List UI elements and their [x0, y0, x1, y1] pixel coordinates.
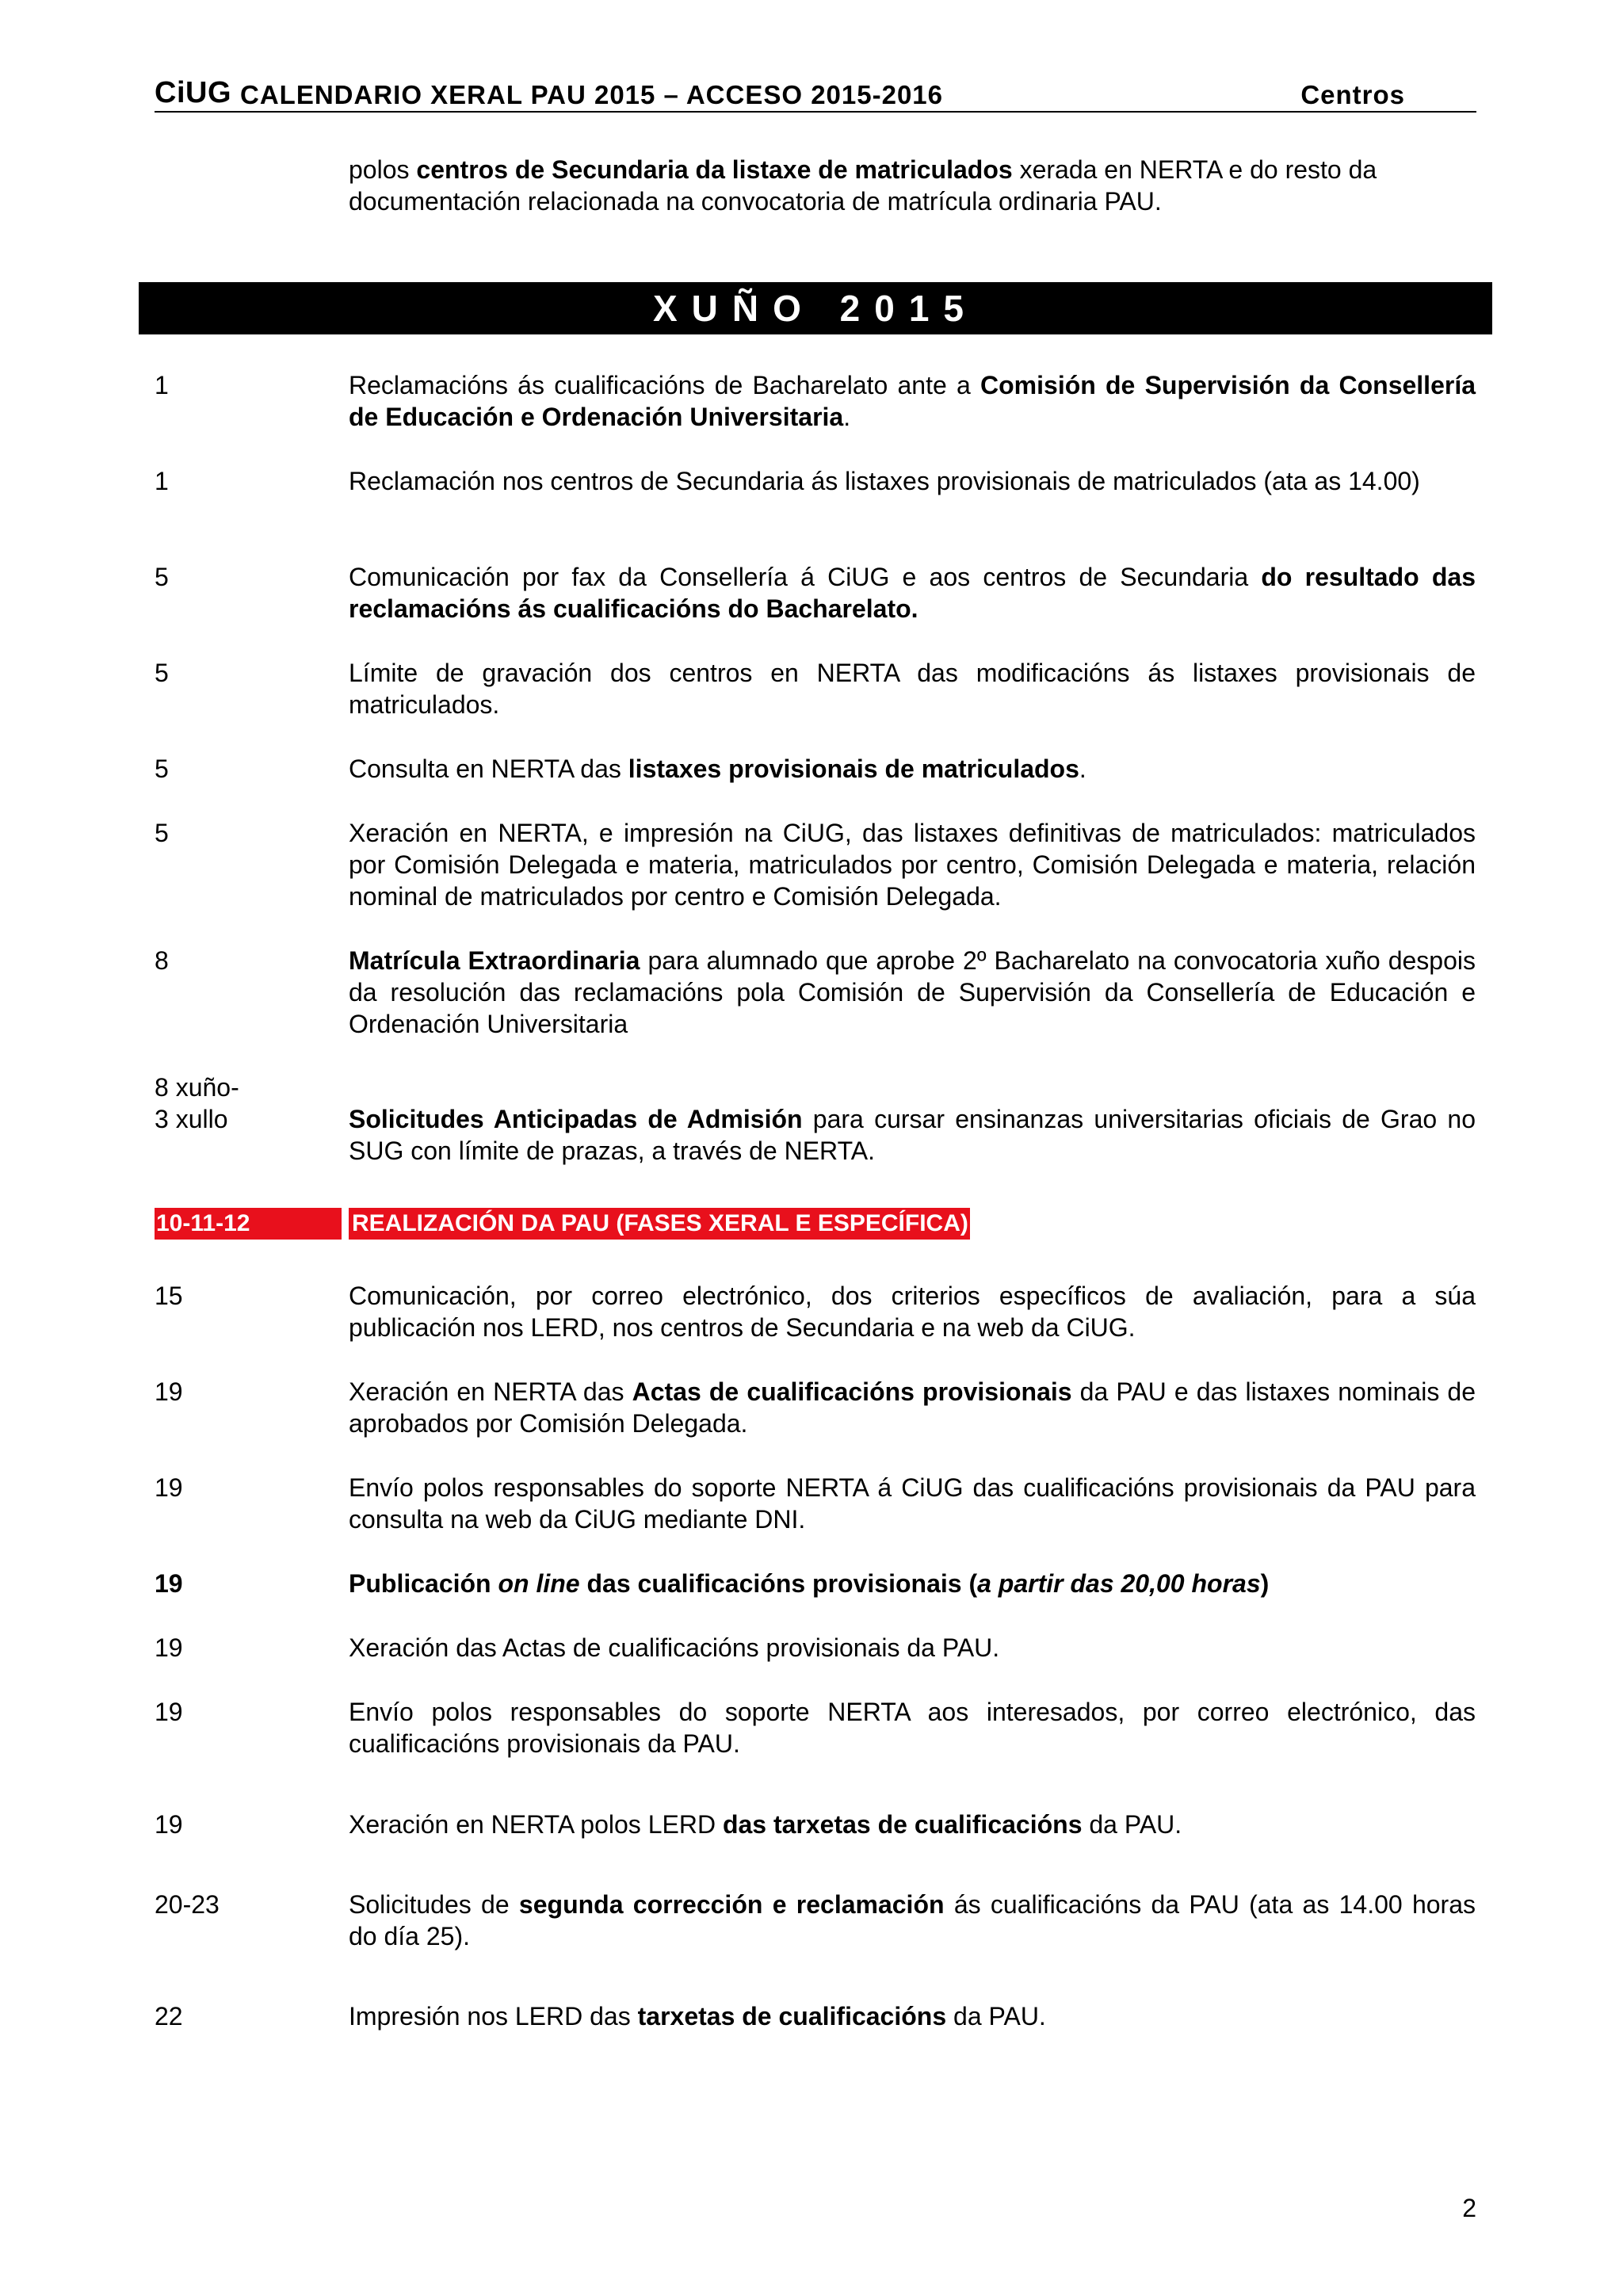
entry-description: Solicitudes de segunda corrección e reclamación ás cualificacións da PAU (ata as 14.00 horas do día 25). — [349, 1890, 1476, 1950]
entry-date: 20-23 — [155, 1890, 220, 1919]
entry-date: 22 — [155, 2002, 183, 2030]
entry-date: 8 — [155, 946, 169, 975]
entry-description: Comunicación por fax da Consellería á CiUG e aos centros de Secundaria do resultado das reclamacións ás cualificacións do Bacharelato. — [349, 563, 1476, 623]
entry-description: Xeración das Actas de cualificacións provisionais da PAU. — [349, 1633, 1000, 1662]
entry-date: 5 — [155, 819, 169, 847]
entry-description: Matrícula Extraordinaria para alumnado que aprobe 2º Bacharelato na convocatoria xuño despois da resolución das reclamacións pola Comisión de Supervisión da Consellería de Educación e Ordenación Universitaria — [349, 946, 1476, 1038]
entry-date: 5 — [155, 755, 169, 783]
entry-date: 19 — [155, 1473, 183, 1502]
intro-bold-text: centros de Secundaria da listaxe de matriculados — [416, 155, 1013, 184]
entry-date: 19 — [155, 1698, 183, 1726]
entry-description: Publicación on line das cualificacións provisionais (a partir das 20,00 horas) — [349, 1569, 1270, 1598]
entry-description: Reclamacións ás cualificacións de Bacharelato ante a Comisión de Supervisión da Consellería de Educación e Ordenación Universitaria. — [349, 371, 1476, 431]
section-name: Centros — [1300, 80, 1405, 109]
entry-description: Impresión nos LERD das tarxetas de cualificacións da PAU. — [349, 2002, 1046, 2030]
entry-date: 5 — [155, 563, 169, 591]
entry-description: Envío polos responsables do soporte NERTA á CiUG das cualificacións provisionais da PAU para consulta na web da CiUG mediante DNI. — [349, 1473, 1476, 1534]
brand-logo-text: CiUG — [155, 76, 231, 109]
entry-description: Solicitudes Anticipadas de Admisión para cursar ensinanzas universitarias oficiais de Grao no SUG con límite de prazas, a través de NERTA. — [349, 1105, 1476, 1165]
entry-description: Xeración en NERTA polos LERD das tarxetas de cualificacións da PAU. — [349, 1810, 1182, 1839]
entry-date: 19 — [155, 1377, 183, 1406]
entry-date: 1 — [155, 371, 169, 399]
entry-description: Envío polos responsables do soporte NERTA aos interesados, por correo electrónico, das cualificacións provisionais da PAU. — [349, 1698, 1476, 1758]
intro-text: polos — [349, 155, 417, 184]
page-number: 2 — [1462, 2194, 1476, 2222]
highlight-date: 10-11-12 — [155, 1208, 342, 1240]
entry-date: 8 xuño- 3 xullo — [155, 1073, 239, 1133]
entry-date: 1 — [155, 467, 169, 495]
entry-date: 19 — [155, 1569, 183, 1598]
document-title: CALENDARIO XERAL PAU 2015 – ACCESO 2015-2016 — [240, 80, 944, 109]
entry-description: Límite de gravación dos centros en NERTA das modificacións ás listaxes provisionais de matriculados. — [349, 659, 1476, 719]
highlight-text: REALIZACIÓN DA PAU (FASES XERAL E ESPECÍFICA) — [349, 1208, 970, 1240]
entry-date: 15 — [155, 1282, 183, 1310]
entry-description: Xeración en NERTA, e impresión na CiUG, das listaxes definitivas de matriculados: matriculados por Comisión Delegada e materia, matriculados por centro, Comisión Delegada e materia, relación nominal de matriculados por centro e Comisión Delegada. — [349, 819, 1476, 911]
intro-text: xerada en NERTA e do resto da documentación relacionada na convocatoria de matrícula ordinaria PAU. — [349, 155, 1377, 216]
entry-description: Consulta en NERTA das listaxes provisionais de matriculados. — [349, 755, 1086, 783]
entry-description: Comunicación, por correo electrónico, dos criterios específicos de avaliación, para a súa publicación nos LERD, nos centros de Secundaria e na web da CiUG. — [349, 1282, 1476, 1342]
entry-description: Xeración en NERTA das Actas de cualificacións provisionais da PAU e das listaxes nominais de aprobados por Comisión Delegada. — [349, 1377, 1476, 1438]
entry-date: 19 — [155, 1810, 183, 1839]
entry-description: Reclamación nos centros de Secundaria ás listaxes provisionais de matriculados (ata as 14.00) — [349, 467, 1420, 495]
entry-date: 19 — [155, 1633, 183, 1662]
month-banner: XUÑO 2015 — [139, 282, 1492, 334]
entry-date: 5 — [155, 659, 169, 687]
